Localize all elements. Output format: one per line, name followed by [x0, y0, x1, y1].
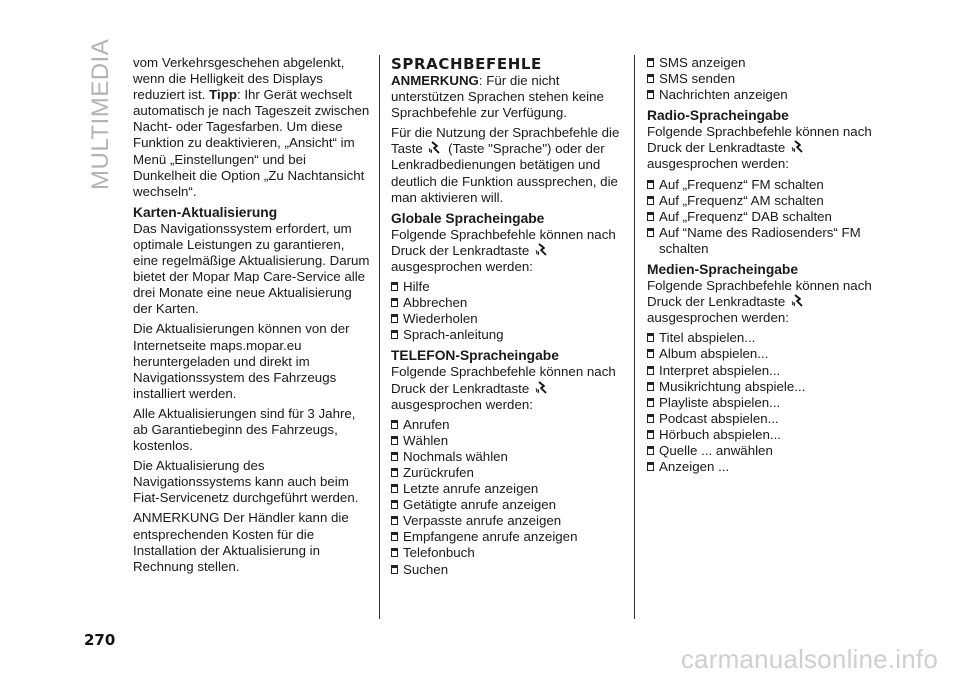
list-item-label: Abbrechen — [403, 295, 468, 311]
list-item — [647, 193, 885, 209]
page-number: 270 — [84, 631, 116, 649]
list-item — [647, 346, 885, 362]
tip-label: Tipp — [209, 87, 237, 103]
text: Folgende Sprachbefehle können nach Druck der Lenkradtaste — [647, 124, 872, 156]
bullet-icon — [647, 212, 654, 221]
bullet-icon — [647, 366, 654, 375]
list-item — [391, 311, 629, 327]
text: vom Verkehrsgeschehen abgelenkt, wenn die Helligkeit des Displays reduziert ist. — [133, 55, 345, 103]
list-media-commands — [647, 330, 885, 475]
list-item-label: Wiederholen — [403, 311, 478, 327]
list-item-label: Letzte anrufe anzeigen — [403, 481, 539, 497]
list-item-label: Getätigte anrufe anzeigen — [403, 497, 557, 513]
bullet-icon — [391, 565, 398, 574]
list-item-label: Nochmals wählen — [403, 448, 508, 464]
bullet-icon — [647, 414, 654, 423]
list-item — [647, 379, 885, 395]
text: ausgesprochen werden: — [391, 258, 533, 274]
section-side-title: MULTIMEDIA — [87, 38, 114, 190]
voice-command-icon — [535, 243, 549, 257]
column-voice-commands — [391, 55, 629, 578]
text: Folgende Sprachbefehle können nach Druck der Lenkradtaste — [647, 278, 872, 310]
heading-map-update: Karten-Aktualisierung — [133, 204, 278, 220]
list-item-label: Anrufen — [403, 416, 450, 432]
list-item-label: Wählen — [403, 432, 449, 448]
list-item-label: Anzeigen ... — [659, 459, 730, 475]
list-item — [647, 427, 885, 443]
paragraph-note — [391, 73, 629, 121]
paragraph: Alle Aktualisierungen sind für 3 Jahre, ab Garantiebeginn des Fahrzeugs, kostenlos. — [133, 405, 356, 454]
list-item-label: Auf „Frequenz“ DAB schalten — [659, 208, 832, 224]
column-divider — [379, 55, 380, 619]
list-item-label: Sprach-anleitung — [403, 327, 504, 343]
list-sms-commands — [647, 55, 885, 103]
watermark: carmanualsonline.info — [680, 644, 938, 674]
list-item — [391, 433, 629, 449]
heading-radio-voice: Radio-Spracheingabe — [647, 108, 789, 124]
paragraph-usage — [391, 125, 629, 205]
paragraph-intro — [647, 278, 885, 326]
list-item — [647, 225, 885, 257]
bullet-icon — [391, 452, 398, 461]
list-item-label: Zurückrufen — [403, 464, 474, 480]
list-item-label: Auf „Frequenz“ AM schalten — [659, 192, 824, 208]
list-item — [391, 449, 629, 465]
list-item-label: SMS anzeigen — [659, 55, 746, 70]
bullet-icon — [647, 333, 654, 342]
list-item — [391, 562, 629, 578]
list-item-label: Musikrichtung abspiele... — [659, 378, 806, 394]
note-label: ANMERKUNG — [391, 73, 479, 88]
list-item-label: Nachrichten anzeigen — [659, 87, 788, 103]
heading-media-voice: Medien-Spracheingabe — [647, 262, 799, 278]
list-global-commands — [391, 279, 629, 343]
paragraph-display-tip — [133, 55, 371, 200]
list-item — [391, 417, 629, 433]
bullet-icon — [391, 484, 398, 493]
list-item — [647, 459, 885, 475]
paragraph-intro — [391, 364, 629, 412]
list-item-label: Hilfe — [403, 279, 430, 295]
list-item — [391, 497, 629, 513]
bullet-icon — [391, 420, 398, 429]
paragraph: Die Aktualisierungen können von der Internetseite maps.mopar.eu heruntergeladen und direkt im Navigationssystem des Fahrzeugs installiert werden. — [133, 321, 350, 401]
list-item — [391, 465, 629, 481]
bullet-icon — [391, 532, 398, 541]
section-title: SPRACHBEFEHLE — [391, 55, 542, 73]
list-item — [647, 87, 885, 103]
column-divider — [634, 55, 635, 619]
list-item-label: Auf „Frequenz“ FM schalten — [659, 176, 824, 192]
bullet-icon — [391, 516, 398, 525]
text: Für die Nutzung der Sprachbefehle die Taste — [391, 125, 620, 157]
bullet-icon — [391, 314, 398, 323]
list-item — [647, 443, 885, 459]
bullet-icon — [391, 500, 398, 509]
paragraph: Die Aktualisierung des Navigationssystems kann auch beim Fiat-Servicenetz durchgeführt werden. — [133, 458, 359, 506]
list-phone-commands — [391, 417, 629, 578]
list-item — [647, 71, 885, 87]
bullet-icon — [647, 180, 654, 189]
bullet-icon — [647, 462, 654, 471]
voice-command-icon — [535, 381, 549, 395]
bullet-icon — [647, 74, 654, 83]
list-item — [647, 177, 885, 193]
bullet-icon — [647, 446, 654, 455]
list-item-label: Auf “Name des Radiosenders“ FM schalten — [659, 224, 861, 256]
text: Folgende Sprachbefehle können nach Druck der Lenkradtaste — [391, 226, 616, 258]
list-item-label: Album abspielen... — [659, 346, 769, 362]
bullet-icon — [391, 330, 398, 339]
list-item-label: Interpret abspielen... — [659, 362, 781, 378]
list-item-label: Empfangene anrufe anzeigen — [403, 529, 578, 545]
list-item — [647, 395, 885, 411]
bullet-icon — [647, 349, 654, 358]
voice-command-icon — [791, 140, 805, 154]
list-item — [391, 327, 629, 343]
paragraph-note: ANMERKUNG Der Händler kann die entsprechenden Kosten für die Installation der Aktualisierung in Rechnung stellen. — [133, 510, 349, 574]
bullet-icon — [391, 548, 398, 557]
list-item-label: Verpasste anrufe anzeigen — [403, 513, 562, 529]
text: ausgesprochen werden: — [391, 396, 533, 412]
bullet-icon — [647, 398, 654, 407]
text: : Ihr Gerät wechselt automatisch je nach Tageszeit zwischen Nacht- oder Tagesfarben. Um diese Funktion zu deaktivieren, „Ansicht“ im Menü „Einstellungen“ und bei Dunkelheit die Option „Zu Nachtansicht wechseln“. — [133, 87, 370, 199]
paragraph-intro — [391, 227, 629, 275]
heading-phone-voice: TELEFON-Spracheingabe — [391, 348, 559, 364]
bullet-icon — [647, 90, 654, 99]
bullet-icon — [391, 282, 398, 291]
list-item-label: Playliste abspielen... — [659, 394, 781, 410]
text: ausgesprochen werden: — [647, 156, 789, 172]
bullet-icon — [391, 468, 398, 477]
text: (Taste "Sprache") oder der Lenkradbedienungen betätigen und deutlich die Funktion aussprechen, die man aktivieren will. — [391, 141, 618, 205]
list-item-label: Titel abspielen... — [659, 330, 756, 346]
heading-global-voice: Globale Spracheingabe — [391, 210, 545, 226]
list-item-label: Telefonbuch — [403, 545, 475, 561]
text: Folgende Sprachbefehle können nach Druck der Lenkradtaste — [391, 364, 616, 396]
paragraph: Das Navigationssystem erfordert, um optimale Leistungen zu garantieren, eine regelmäßige Aktualisierung. Darum bietet der Mopar Map Care-Service alle drei Monate eine neue Aktualisierung der Karten. — [133, 220, 370, 317]
bullet-icon — [647, 228, 654, 237]
bullet-icon — [391, 436, 398, 445]
text: : Für die nicht unterstützen Sprachen stehen keine Sprachbefehle zur Verfügung. — [391, 73, 604, 121]
list-item-label: Podcast abspielen... — [659, 410, 779, 426]
list-item — [647, 330, 885, 346]
list-item — [391, 529, 629, 545]
text: ausgesprochen werden: — [647, 310, 789, 326]
list-item-label: Hörbuch abspielen... — [659, 426, 781, 442]
column-navigation-update — [133, 55, 371, 579]
list-item — [391, 279, 629, 295]
list-item — [647, 363, 885, 379]
bullet-icon — [391, 298, 398, 307]
list-item-label: Quelle ... anwählen — [659, 442, 773, 458]
list-item — [391, 295, 629, 311]
list-item — [647, 55, 885, 71]
list-item — [647, 411, 885, 427]
voice-command-icon — [428, 141, 442, 155]
column-media-commands — [647, 55, 885, 475]
bullet-icon — [647, 58, 654, 67]
list-item — [647, 209, 885, 225]
bullet-icon — [647, 382, 654, 391]
list-item — [391, 481, 629, 497]
list-item — [391, 545, 629, 561]
paragraph-intro — [647, 124, 885, 172]
list-item — [391, 513, 629, 529]
bullet-icon — [647, 196, 654, 205]
voice-command-icon — [791, 294, 805, 308]
list-item-label: Suchen — [403, 561, 449, 577]
bullet-icon — [647, 430, 654, 439]
list-item-label: SMS senden — [659, 71, 736, 87]
list-radio-commands — [647, 177, 885, 257]
